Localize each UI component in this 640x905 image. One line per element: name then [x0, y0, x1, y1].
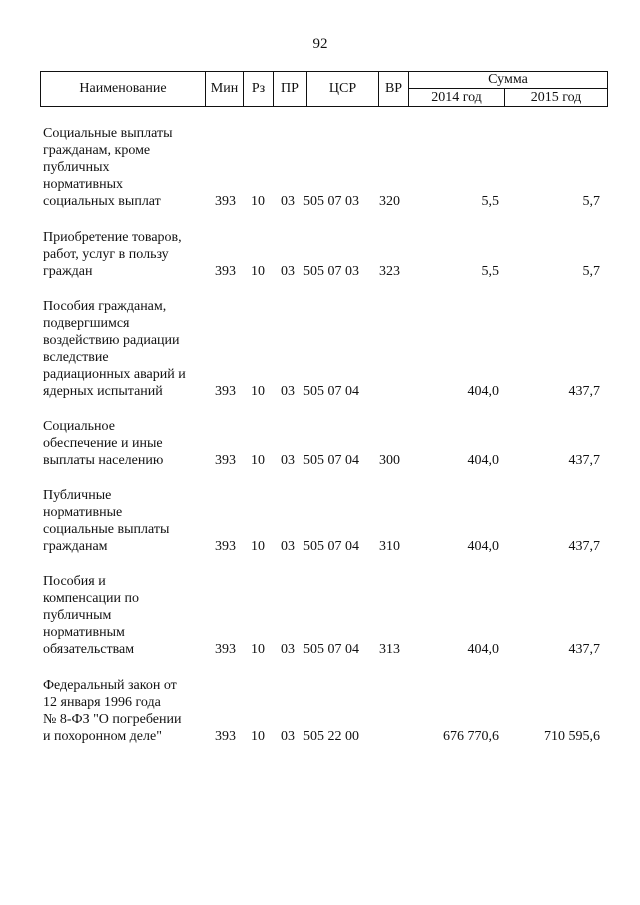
row-min: 393	[215, 264, 236, 279]
row-min: 393	[215, 453, 236, 468]
row-pr: 03	[281, 384, 295, 399]
row-sum-2014: 404,0	[467, 539, 499, 554]
row-vr: 310	[379, 539, 400, 554]
row-sum-2014: 404,0	[467, 384, 499, 399]
table-row	[40, 677, 608, 745]
row-csr: 505 07 04	[303, 539, 359, 554]
row-pr: 03	[281, 453, 295, 468]
row-pr: 03	[281, 642, 295, 657]
table-row	[40, 298, 608, 400]
header-rz: Рз	[244, 72, 274, 106]
row-name: Публичные нормативные социальные выплаты гражданам	[43, 488, 170, 554]
page-number: 92	[312, 36, 328, 52]
row-pr: 03	[281, 729, 295, 744]
row-csr: 505 07 04	[303, 384, 359, 399]
header-year-2014: 2014 год	[409, 89, 505, 106]
row-rz: 10	[251, 729, 265, 744]
row-sum-2014: 676 770,6	[443, 729, 499, 744]
table-header	[40, 71, 608, 107]
row-csr: 505 07 04	[303, 642, 359, 657]
table-row	[40, 418, 608, 469]
header-name: Наименование	[41, 72, 206, 106]
row-rz: 10	[251, 264, 265, 279]
row-name: Федеральный закон от 12 января 1996 года № 8-ФЗ "О погребении и похоронном деле"	[43, 678, 182, 744]
row-sum-2015: 5,7	[582, 264, 600, 279]
table-row	[40, 125, 608, 210]
row-rz: 10	[251, 453, 265, 468]
header-vr: ВР	[379, 72, 409, 106]
row-csr: 505 22 00	[303, 729, 359, 744]
row-name: Пособия гражданам, подвергшимся воздействию радиации вследствие радиационных аварий и ядерных испытаний	[43, 299, 186, 399]
row-csr: 505 07 04	[303, 453, 359, 468]
row-sum-2014: 5,5	[481, 194, 499, 209]
header-sum: Сумма	[409, 72, 607, 89]
row-rz: 10	[251, 194, 265, 209]
row-sum-2014: 404,0	[467, 453, 499, 468]
row-min: 393	[215, 194, 236, 209]
row-csr: 505 07 03	[303, 194, 359, 209]
row-pr: 03	[281, 264, 295, 279]
header-csr: ЦСР	[307, 72, 379, 106]
row-min: 393	[215, 729, 236, 744]
row-min: 393	[215, 642, 236, 657]
row-name: Социальное обеспечение и иные выплаты населению	[43, 419, 164, 468]
table-row	[40, 487, 608, 555]
row-sum-2015: 437,7	[568, 453, 600, 468]
row-sum-2015: 5,7	[582, 194, 600, 209]
table-row	[40, 573, 608, 658]
row-min: 393	[215, 384, 236, 399]
table-row	[40, 229, 608, 280]
row-rz: 10	[251, 539, 265, 554]
row-rz: 10	[251, 384, 265, 399]
row-vr: 323	[379, 264, 400, 279]
row-name: Пособия и компенсации по публичным нормативным обязательствам	[43, 574, 139, 657]
row-sum-2015: 710 595,6	[544, 729, 600, 744]
row-sum-2015: 437,7	[568, 384, 600, 399]
row-pr: 03	[281, 194, 295, 209]
row-sum-2015: 437,7	[568, 642, 600, 657]
row-rz: 10	[251, 642, 265, 657]
row-csr: 505 07 03	[303, 264, 359, 279]
header-year-2015: 2015 год	[530, 90, 582, 105]
row-name: Приобретение товаров, работ, услуг в пользу граждан	[43, 230, 182, 279]
row-vr: 313	[379, 642, 400, 657]
row-vr: 300	[379, 453, 400, 468]
row-sum-2015: 437,7	[568, 539, 600, 554]
row-sum-2014: 5,5	[481, 264, 499, 279]
row-min: 393	[215, 539, 236, 554]
header-pr: ПР	[274, 72, 307, 106]
row-sum-2014: 404,0	[467, 642, 499, 657]
header-min: Мин	[206, 72, 244, 106]
row-vr: 320	[379, 194, 400, 209]
row-name: Социальные выплаты гражданам, кроме публичных нормативных социальных выплат	[43, 126, 173, 209]
row-pr: 03	[281, 539, 295, 554]
